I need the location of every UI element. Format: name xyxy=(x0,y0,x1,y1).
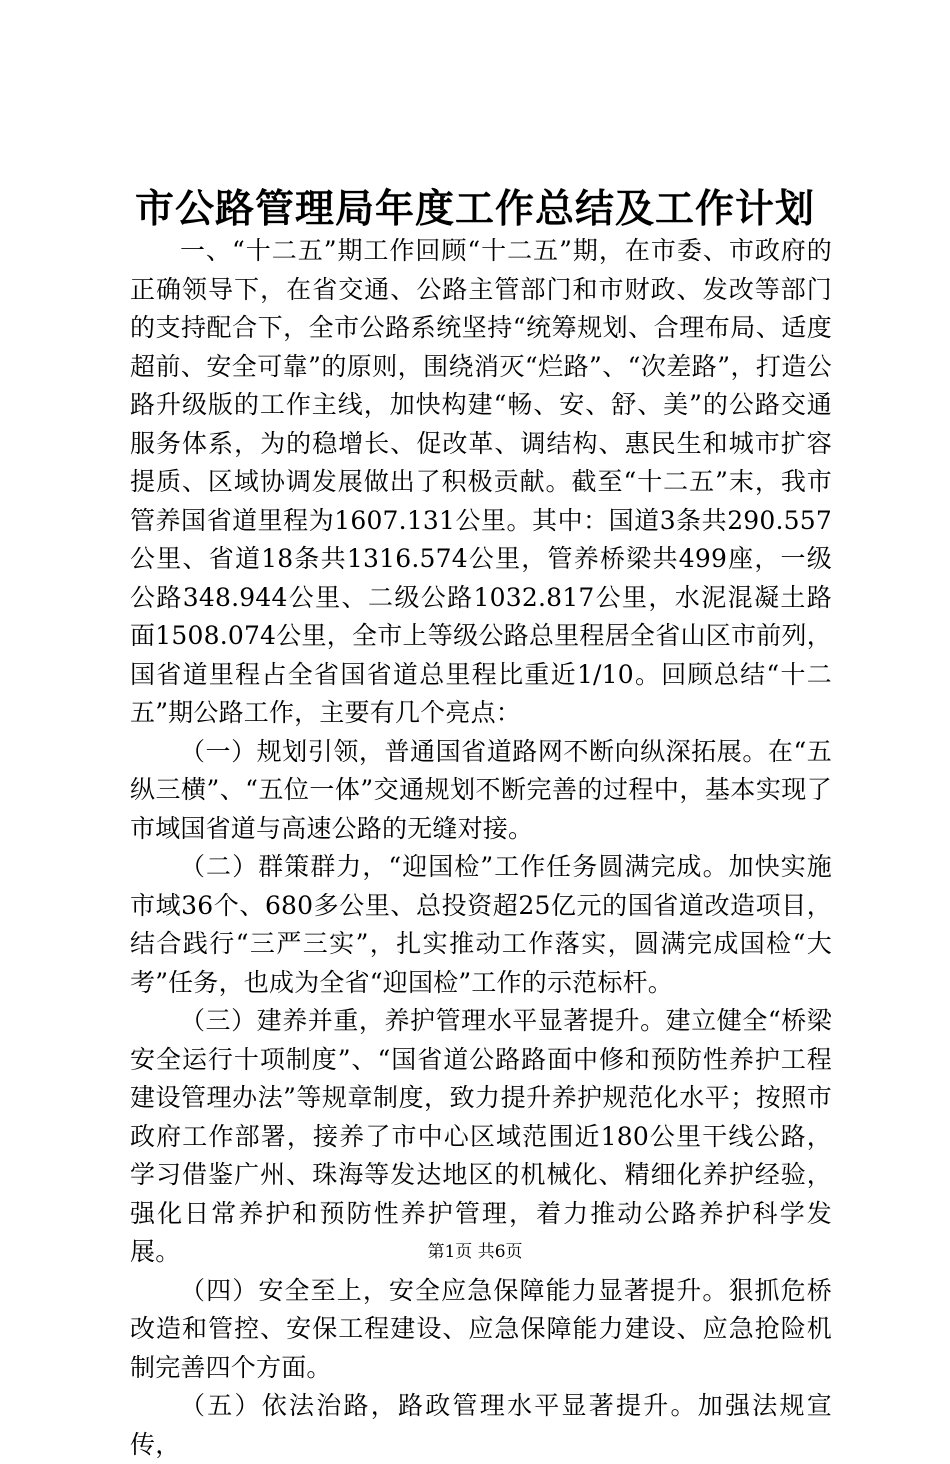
paragraph-highlight-5: （五）依法治路，路政管理水平显著提升。加强法规宣传， xyxy=(130,1391,832,1459)
paragraph-highlight-4: （四）安全至上，安全应急保障能力显著提升。狠抓危桥改造和管控、安保工程建设、应急保障能力建设、应急抢险机制完善四个方面。 xyxy=(130,1275,832,1382)
paragraph-highlight-2: （二）群策群力，“迎国检”工作任务圆满完成。加快实施市域36个、680多公里、总投资超25亿元的国省道改造项目，结合践行“三严三实”，扎实推动工作落实，圆满完成国检“大考”任务，也成为全省“迎国检”工作的示范标杆。 xyxy=(130,852,832,997)
paragraph-review-overview: 一、“十二五”期工作回顾“十二五”期，在市委、市政府的正确领导下，在省交通、公路主管部门和市财政、发改等部门的支持配合下，全市公路系统坚持“统筹规划、合理布局、适度超前、安全可靠”的原则，围绕消灭“烂路”、“次差路”，打造公路升级版的工作主线，加快构建“畅、安、舒、美”的公路交通服务体系，为的稳增长、促改革、调结构、惠民生和城市扩容提质、区域协调发展做出了积极贡献。截至“十二五”末，我市管养国省道里程为1607.131公里。其中：国道3条共290.557公里、省道18条共1316.574公里，管养桥梁共499座，一级公路348.944公里、二级公路1032.817公里，水泥混凝土路面1508.074公里，全市上等级公路总里程居全省山区市前列，国省道里程占全省国省道总里程比重近1/10。回顾总结“十二五”期公路工作，主要有几个亮点： xyxy=(130,236,832,727)
page-number-footer: 第1页 共6页 xyxy=(427,1242,523,1262)
document-title: 市公路管理局年度工作总结及工作计划 xyxy=(134,187,815,232)
paragraph-highlight-1: （一）规划引领，普通国省道路网不断向纵深拓展。在“五纵三横”、“五位一体”交通规划不断完善的过程中，基本实现了市域国省道与高速公路的无缝对接。 xyxy=(130,736,832,843)
document-body xyxy=(130,232,832,1464)
paragraph-highlight-3: （三）建养并重，养护管理水平显著提升。建立健全“桥梁安全运行十项制度”、“国省道公路路面中修和预防性养护工程建设管理办法”等规章制度，致力提升养护规范化水平；按照市政府工作部署，接养了市中心区域范围近180公里干线公路，学习借鉴广州、珠海等发达地区的机械化、精细化养护经验，强化日常养护和预防性养护管理，着力推动公路养护科学发展。 xyxy=(130,1006,832,1266)
